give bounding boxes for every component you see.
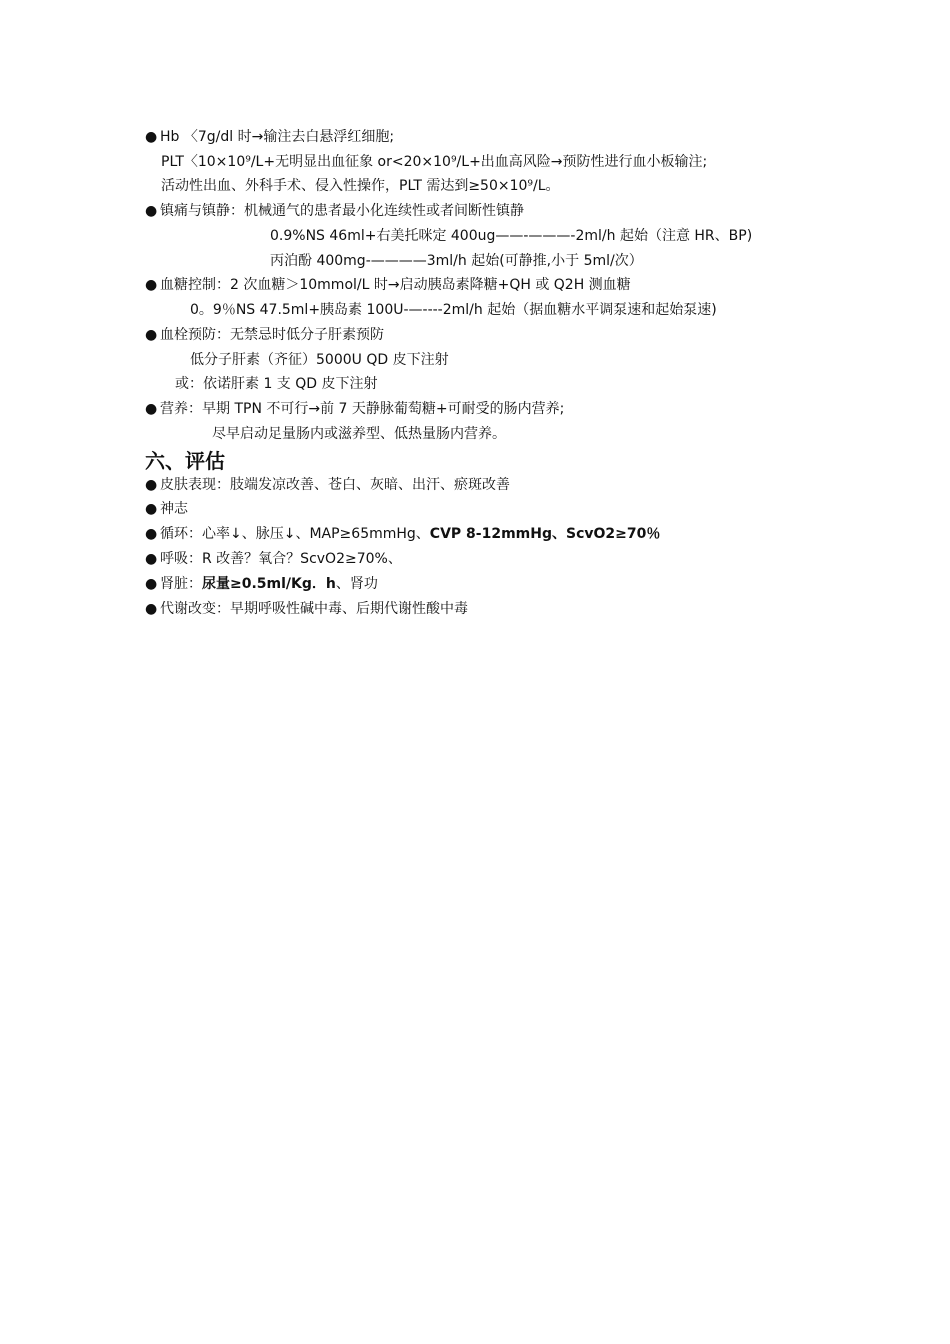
respiration-item bbox=[145, 549, 402, 569]
vte-item bbox=[145, 325, 384, 345]
section-heading: 六、评估 bbox=[145, 449, 225, 473]
vte-text: 血栓预防：无禁忌时低分子肝素预防 bbox=[160, 327, 384, 343]
bullet-icon: ● bbox=[145, 576, 158, 592]
hb-text: Hb 〈7g/dl 时→输注去白悬浮红细胞; bbox=[160, 129, 395, 145]
sedation-dex-text: 0.9%NS 46ml+右美托咪定 400ug——-———-2ml/h 起始（注意 HR、BP) bbox=[270, 228, 753, 244]
mental-item bbox=[145, 499, 188, 519]
glucose-text: 血糖控制：2 次血糖＞10mmol/L 时→启动胰岛素降糖+QH 或 Q2H 测血糖 bbox=[160, 277, 631, 293]
bullet-icon: ● bbox=[145, 526, 158, 542]
sedation-item bbox=[145, 201, 524, 221]
glucose-item bbox=[145, 275, 631, 295]
bullet-icon: ● bbox=[145, 203, 158, 219]
vte-lmwh-text: 低分子肝素（齐征）5000U QD 皮下注射 bbox=[190, 352, 449, 368]
bullet-icon: ● bbox=[145, 277, 158, 293]
bullet-icon: ● bbox=[145, 129, 158, 145]
sedation-propofol-text: 丙泊酚 400mg-————3ml/h 起始(可静推,小于 5ml/次） bbox=[270, 253, 643, 269]
bullet-icon: ● bbox=[145, 401, 158, 417]
renal-bold-text: 尿量≥0.5ml/Kg．h bbox=[202, 576, 336, 592]
metabolic-item bbox=[145, 599, 468, 619]
plt-text-2: 活动性出血、外科手术、侵入性操作，PLT 需达到≥50×10⁹/L。 bbox=[161, 178, 560, 194]
circulation-bold-text: CVP 8-12mmHg、ScvO2≥70％ bbox=[429, 526, 661, 542]
circulation-text: 循环：心率↓、脉压↓、MAP≥65mmHg、 bbox=[160, 526, 430, 542]
circulation-item bbox=[145, 524, 660, 544]
bullet-icon: ● bbox=[145, 327, 158, 343]
bullet-icon: ● bbox=[145, 501, 158, 517]
renal-item bbox=[145, 574, 378, 594]
vte-alt-text: 或：依诺肝素 1 支 QD 皮下注射 bbox=[175, 376, 378, 392]
respiration-text: 呼吸：R 改善？氧合？ScvO2≥70%、 bbox=[160, 551, 402, 567]
sedation-text: 镇痛与镇静：机械通气的患者最小化连续性或者间断性镇静 bbox=[160, 203, 524, 219]
nutrition-text-2: 尽早启动足量肠内或滋养型、低热量肠内营养。 bbox=[212, 426, 506, 442]
hb-item bbox=[145, 127, 394, 147]
bullet-icon: ● bbox=[145, 551, 158, 567]
skin-item bbox=[145, 475, 510, 495]
nutrition-text: 营养：早期 TPN 不可行→前 7 天静脉葡萄糖+可耐受的肠内营养; bbox=[160, 401, 565, 417]
bullet-icon: ● bbox=[145, 601, 158, 617]
nutrition-item bbox=[145, 399, 564, 419]
renal-text: 肾脏： bbox=[160, 576, 202, 592]
renal-suffix-text: 、肾功 bbox=[335, 576, 378, 592]
metabolic-text: 代谢改变：早期呼吸性碱中毒、后期代谢性酸中毒 bbox=[160, 601, 468, 617]
glucose-insulin-text: 0。9％NS 47.5ml+胰岛素 100U-—----2ml/h 起始（据血糖水平调泵速和起始泵速) bbox=[190, 302, 717, 318]
skin-text: 皮肤表现：肢端发凉改善、苍白、灰暗、出汗、瘀斑改善 bbox=[160, 477, 510, 493]
bullet-icon: ● bbox=[145, 477, 158, 493]
plt-text-1: PLT〈10×10⁹/L+无明显出血征象 or<20×10⁹/L+出血高风险→预防性进行血小板输注; bbox=[161, 154, 708, 170]
mental-text: 神志 bbox=[160, 501, 188, 517]
